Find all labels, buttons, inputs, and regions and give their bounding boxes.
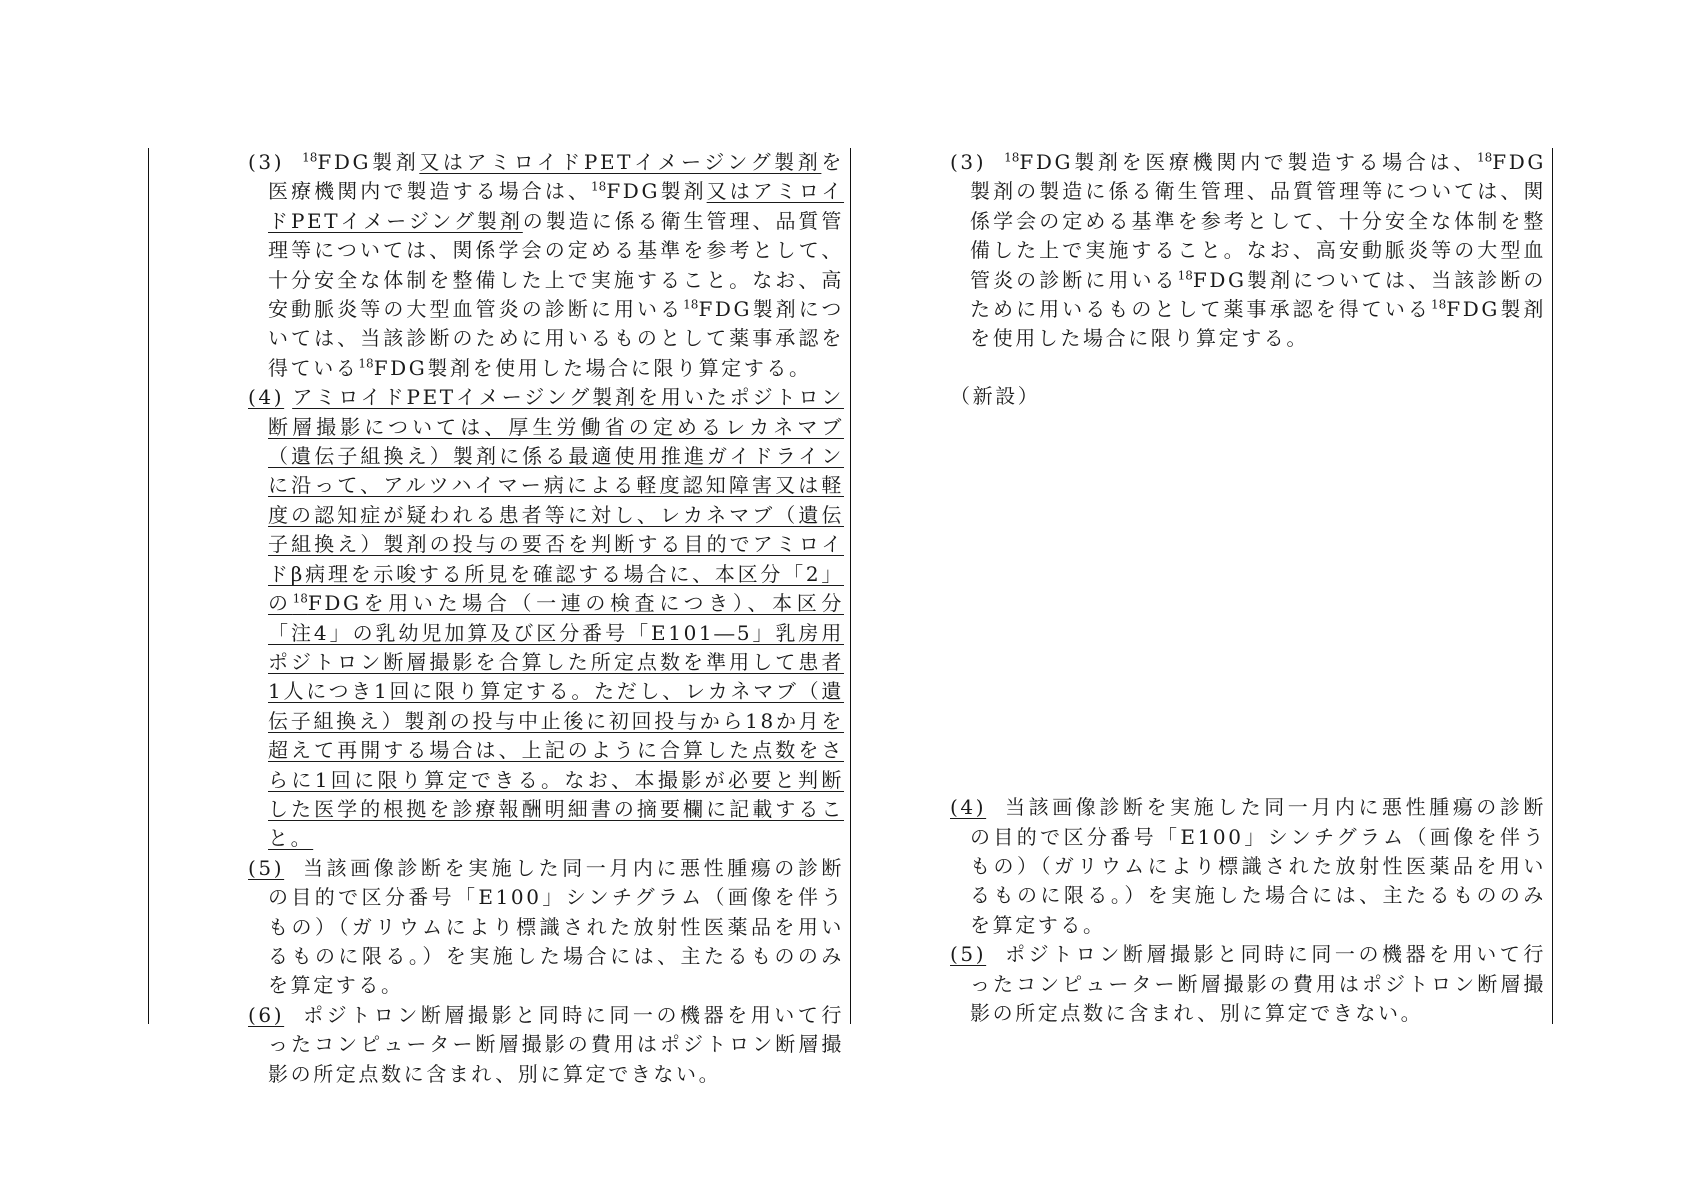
item-text: ポジトロン断層撮影と同時に同一の機器を用いて行ったコンピューター断層撮影の費用はポジトロン断層撮影の所定点数に含まれ、別に算定できない。 [268, 1002, 844, 1086]
item-number: (3) [950, 150, 987, 174]
item-number: (4) [248, 385, 285, 410]
revised-column [248, 148, 844, 1089]
text-run: FDG製剤の製造に係る衛生管理、品質管理等については、関係学会の定める基準を参考として、十分安全な体制を整備した上で実施すること。なお、高安動脈炎等の大型血管炎の診断に用いる [970, 150, 1546, 292]
text-run: FDG製剤 [317, 150, 420, 174]
text-run: FDG製剤を使用した場合に限り算定する。 [970, 297, 1547, 351]
text-run: の製造に係る衛生管理、品質管理等については、関係学会の定める基準を参考として、十分安全な体制を整備した上で実施すること。なお、高安動脈炎等の大型血管炎の診断に用いる [268, 208, 844, 322]
table-right-border [1552, 148, 1553, 1024]
underlined-text: アミロイドPETイメージング製剤を用いたポジトロン断層撮影については、厚生労働省の定めるレカネマブ（遺伝子組換え）製剤に係る最適使用推進ガイドラインに沿って、アルツハイマー病による軽度認知障害又は軽度の認知症が疑われる患者等に対し、レカネマブ（遺伝子組換え）製剤の投与の要否を判断する目的でアミロイドβ病理を示唆する所見を確認する場合に、本区分「2」の [268, 385, 844, 616]
item-text: 当該画像診断を実施した同一月内に悪性腫瘍の診断の目的で区分番号「E100」シンチグラム（画像を伴うもの）（ガリウムにより標識された放射性医薬品を用いるものに限る。）を実施した場合には、主たるもののみを算定する。 [268, 855, 844, 998]
text-run: FDG製剤については、当該診断のために用いるものとして薬事承認を得ている [970, 267, 1547, 322]
current-column [950, 148, 1546, 1029]
table-center-divider [850, 148, 851, 1024]
left-item-4 [248, 383, 844, 854]
superscript: 18 [358, 356, 374, 371]
underlined-text: 又はアミロイドPETイメージング製剤 [419, 150, 822, 174]
text-run: FDG製剤を医療機関内で製造する場合は、 [1019, 150, 1478, 174]
right-item-5 [950, 940, 1546, 1028]
text-run: を医療機関内で製造する場合は、 [268, 150, 844, 204]
item-text: 当該画像診断を実施した同一月内に悪性腫瘍の診断の目的で区分番号「E100」シンチグラム（画像を伴うもの）（ガリウムにより標識された放射性医薬品を用いるものに限る。）を実施した場合には、主たるもののみを算定する。 [970, 795, 1546, 937]
superscript: 18 [1477, 150, 1493, 165]
item-number: (5) [248, 855, 285, 880]
item-number: (6) [248, 1002, 285, 1027]
table-left-border [148, 148, 149, 1024]
text-run: FDG製剤 [606, 179, 707, 204]
superscript: 18 [683, 297, 699, 312]
item-number: (5) [950, 942, 987, 967]
item-number: (3) [248, 150, 285, 174]
new-section-label: （新設） [950, 383, 1041, 408]
superscript: 18 [1430, 297, 1447, 312]
item-text: ポジトロン断層撮影と同時に同一の機器を用いて行ったコンピューター断層撮影の費用はポジトロン断層撮影の所定点数に含まれ、別に算定できない。 [970, 942, 1546, 1026]
text-run: FDG製剤を使用した場合に限り算定する。 [373, 355, 812, 380]
superscript: 18 [292, 591, 308, 606]
left-item-6 [248, 1001, 844, 1089]
left-item-5 [248, 854, 844, 1001]
right-item-4 [950, 793, 1546, 940]
text-run: FDG製剤については、当該診断のために用いるものとして薬事承認を得ている [268, 297, 844, 380]
underlined-text: FDGを用いた場合（一連の検査につき）、本区分「注4」の乳幼児加算及び区分番号「E101―5」乳房用ポジトロン断層撮影を合算した所定点数を準用して患者1人につき1回に限り算定する。ただし、レカネマブ（遺伝子組換え）製剤の投与中止後に初回投与から18か月を超えて再開する場合は、上記のように合算した点数をさらに1回に限り算定できる。なお、本撮影が必要と判断した医学的根拠を診療報酬明細書の摘要欄に記載すること。 [268, 591, 844, 851]
superscript: 18 [591, 179, 607, 194]
left-item-3 [248, 148, 844, 383]
underlined-text: 又はアミロイドPETイメージング製剤 [268, 179, 845, 233]
right-item-3 [950, 148, 1546, 354]
superscript: 18 [302, 150, 318, 165]
superscript: 18 [1004, 150, 1020, 165]
superscript: 18 [1177, 267, 1193, 282]
item-number: (4) [950, 795, 987, 820]
